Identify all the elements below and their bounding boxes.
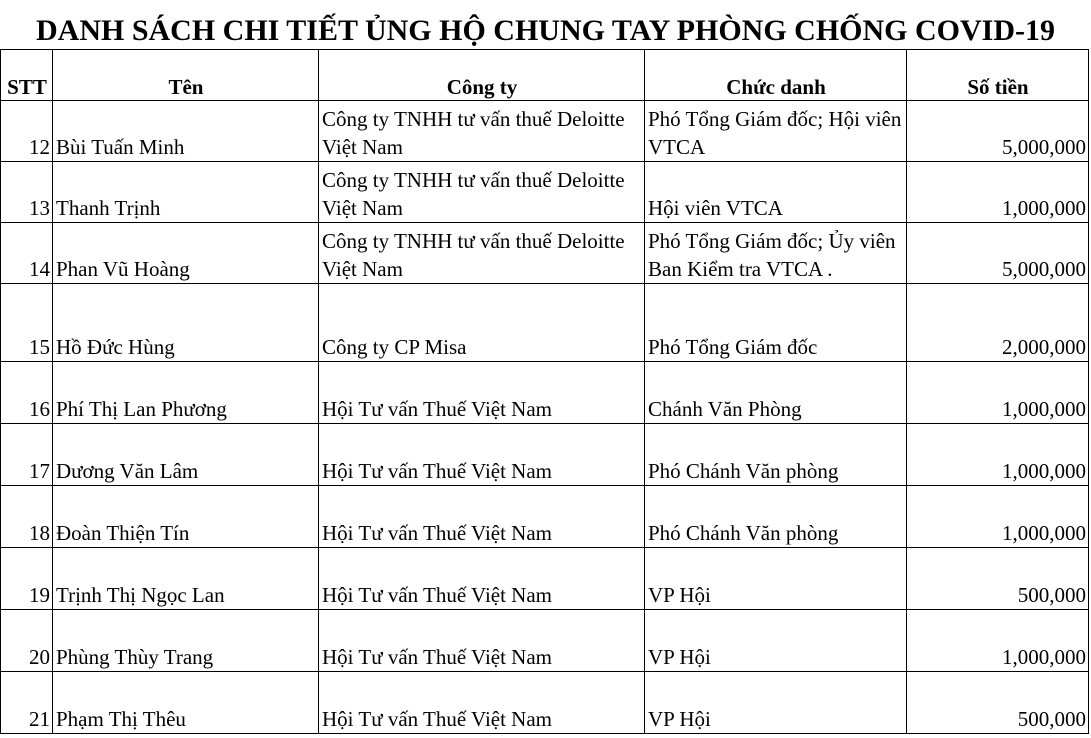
cell-amount[interactable]: 5,000,000 bbox=[907, 101, 1089, 162]
cell-amount[interactable]: 500,000 bbox=[907, 548, 1089, 610]
donation-table bbox=[0, 49, 1089, 734]
cell-stt[interactable]: 14 bbox=[1, 223, 53, 284]
cell-amount[interactable]: 500,000 bbox=[907, 672, 1089, 734]
cell-company[interactable]: Công ty TNHH tư vấn thuế Deloitte Việt Nam bbox=[319, 101, 645, 162]
cell-name[interactable]: Phan Vũ Hoàng bbox=[53, 223, 319, 284]
cell-position[interactable]: Chánh Văn Phòng bbox=[645, 362, 907, 424]
cell-stt[interactable]: 12 bbox=[1, 101, 53, 162]
cell-amount[interactable]: 1,000,000 bbox=[907, 424, 1089, 486]
cell-amount[interactable]: 5,000,000 bbox=[907, 223, 1089, 284]
cell-amount[interactable]: 1,000,000 bbox=[907, 486, 1089, 548]
header-row bbox=[1, 50, 1089, 101]
cell-position[interactable]: VP Hội bbox=[645, 610, 907, 672]
cell-amount[interactable]: 1,000,000 bbox=[907, 362, 1089, 424]
cell-name[interactable]: Bùi Tuấn Minh bbox=[53, 101, 319, 162]
table-row bbox=[1, 284, 1089, 362]
cell-name[interactable]: Phùng Thùy Trang bbox=[53, 610, 319, 672]
table-row bbox=[1, 223, 1089, 284]
cell-company[interactable]: Công ty TNHH tư vấn thuế Deloitte Việt Nam bbox=[319, 162, 645, 223]
cell-position[interactable]: VP Hội bbox=[645, 672, 907, 734]
cell-stt[interactable]: 17 bbox=[1, 424, 53, 486]
cell-amount[interactable]: 2,000,000 bbox=[907, 284, 1089, 362]
cell-name[interactable]: Phí Thị Lan Phương bbox=[53, 362, 319, 424]
cell-stt[interactable]: 16 bbox=[1, 362, 53, 424]
cell-company[interactable]: Hội Tư vấn Thuế Việt Nam bbox=[319, 362, 645, 424]
cell-stt[interactable]: 20 bbox=[1, 610, 53, 672]
cell-position[interactable]: Phó Tổng Giám đốc; Ủy viên Ban Kiểm tra VTCA . bbox=[645, 223, 907, 284]
cell-company[interactable]: Hội Tư vấn Thuế Việt Nam bbox=[319, 548, 645, 610]
cell-position[interactable]: Phó Chánh Văn phòng bbox=[645, 424, 907, 486]
cell-amount[interactable]: 1,000,000 bbox=[907, 610, 1089, 672]
table-row bbox=[1, 486, 1089, 548]
header-company[interactable]: Công ty bbox=[319, 50, 645, 101]
cell-name[interactable]: Đoàn Thiện Tín bbox=[53, 486, 319, 548]
table-row bbox=[1, 162, 1089, 223]
table-row bbox=[1, 101, 1089, 162]
sheet-title: DANH SÁCH CHI TIẾT ỦNG HỘ CHUNG TAY PHÒNG CHỐNG COVID-19 bbox=[35, 14, 1055, 47]
cell-name[interactable]: Thanh Trịnh bbox=[53, 162, 319, 223]
cell-company[interactable]: Hội Tư vấn Thuế Việt Nam bbox=[319, 486, 645, 548]
cell-position[interactable]: Hội viên VTCA bbox=[645, 162, 907, 223]
table-row bbox=[1, 362, 1089, 424]
cell-stt[interactable]: 18 bbox=[1, 486, 53, 548]
cell-company[interactable]: Công ty TNHH tư vấn thuế Deloitte Việt Nam bbox=[319, 223, 645, 284]
table-row bbox=[1, 424, 1089, 486]
cell-position[interactable]: Phó Tổng Giám đốc bbox=[645, 284, 907, 362]
table-row bbox=[1, 672, 1089, 734]
header-position[interactable]: Chức danh bbox=[645, 50, 907, 101]
cell-stt[interactable]: 19 bbox=[1, 548, 53, 610]
cell-stt[interactable]: 13 bbox=[1, 162, 53, 223]
cell-company[interactable]: Hội Tư vấn Thuế Việt Nam bbox=[319, 610, 645, 672]
cell-position[interactable]: Phó Tổng Giám đốc; Hội viên VTCA bbox=[645, 101, 907, 162]
cell-position[interactable]: VP Hội bbox=[645, 548, 907, 610]
table-row bbox=[1, 548, 1089, 610]
cell-name[interactable]: Phạm Thị Thêu bbox=[53, 672, 319, 734]
table-row bbox=[1, 610, 1089, 672]
cell-name[interactable]: Dương Văn Lâm bbox=[53, 424, 319, 486]
cell-company[interactable]: Hội Tư vấn Thuế Việt Nam bbox=[319, 672, 645, 734]
cell-name[interactable]: Hồ Đức Hùng bbox=[53, 284, 319, 362]
cell-position[interactable]: Phó Chánh Văn phòng bbox=[645, 486, 907, 548]
header-stt[interactable]: STT bbox=[1, 50, 53, 101]
cell-company[interactable]: Hội Tư vấn Thuế Việt Nam bbox=[319, 424, 645, 486]
header-amount[interactable]: Số tiền bbox=[907, 50, 1089, 101]
cell-stt[interactable]: 21 bbox=[1, 672, 53, 734]
cell-stt[interactable]: 15 bbox=[1, 284, 53, 362]
cell-amount[interactable]: 1,000,000 bbox=[907, 162, 1089, 223]
cell-name[interactable]: Trịnh Thị Ngọc Lan bbox=[53, 548, 319, 610]
cell-company[interactable]: Công ty CP Misa bbox=[319, 284, 645, 362]
header-name[interactable]: Tên bbox=[53, 50, 319, 101]
